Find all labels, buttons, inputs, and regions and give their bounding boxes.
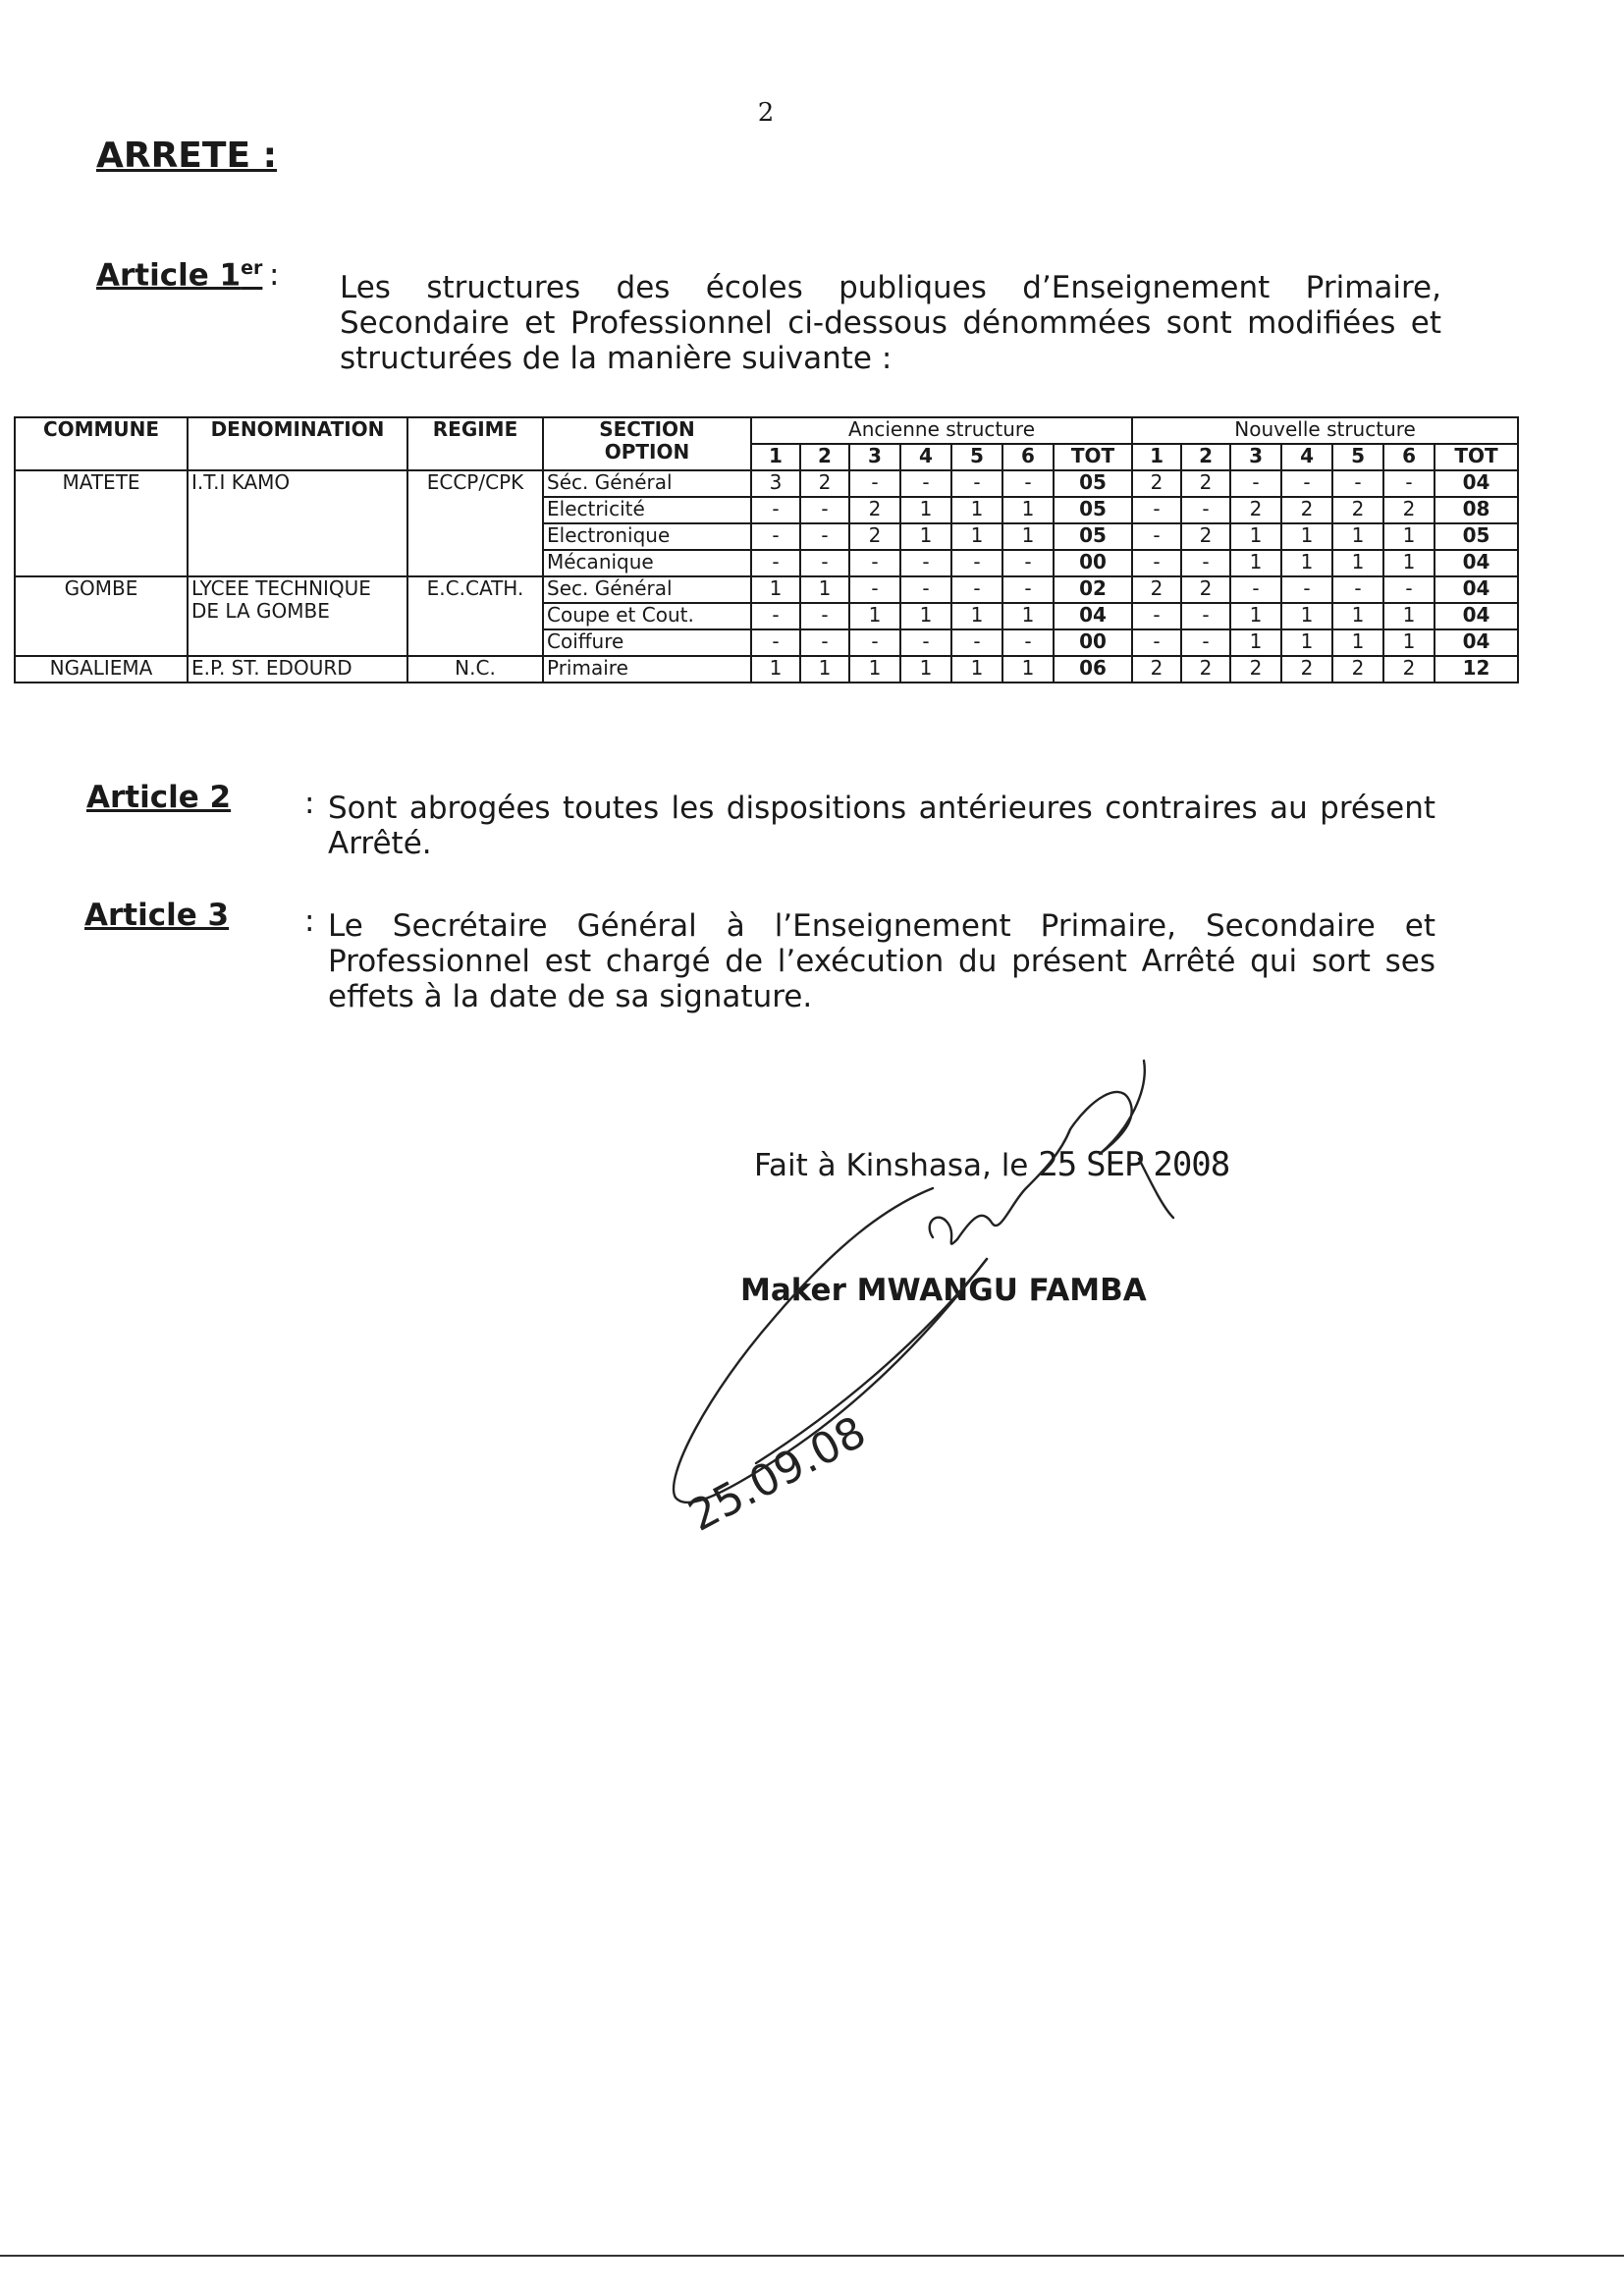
decree-heading: ARRETE : [96, 136, 277, 176]
cell-old-3: - [849, 629, 900, 656]
cell-old-5: - [951, 629, 1002, 656]
cell-new-1: - [1132, 497, 1181, 523]
cell-new-1: 2 [1132, 576, 1181, 603]
cell-section: Mécanique [543, 550, 751, 576]
cell-new-1: - [1132, 629, 1181, 656]
old-class-6: 6 [1002, 444, 1054, 470]
cell-new-3: - [1230, 576, 1281, 603]
cell-old-6: 1 [1002, 656, 1054, 683]
article-1-colon: : [269, 257, 280, 293]
cell-old-3: 1 [849, 603, 900, 629]
cell-new-3: 2 [1230, 656, 1281, 683]
article-2-text: Sont abrogées toutes les dispositions antérieures contraires au présent Arrêté. [328, 791, 1435, 861]
cell-old-1: - [751, 523, 800, 550]
cell-denomination: E.P. ST. EDOURD [188, 656, 407, 683]
article-1-label [96, 257, 262, 293]
cell-new-3: 1 [1230, 523, 1281, 550]
cell-old-5: 1 [951, 523, 1002, 550]
new-class-2: 2 [1181, 444, 1230, 470]
cell-old-2: 1 [800, 656, 849, 683]
cell-old-2: - [800, 629, 849, 656]
cell-denomination: I.T.I KAMO [188, 470, 407, 576]
header-section [543, 417, 751, 470]
cell-old-3: - [849, 550, 900, 576]
new-class-4: 4 [1281, 444, 1332, 470]
cell-old-3: 2 [849, 523, 900, 550]
article-3-label: Article 3 [84, 898, 230, 933]
cell-new-1: - [1132, 603, 1181, 629]
article-2-colon: : [304, 786, 315, 821]
cell-old-6: 1 [1002, 603, 1054, 629]
date-day: 25 [1038, 1145, 1077, 1184]
cell-old-3: 2 [849, 497, 900, 523]
cell-old-5: 1 [951, 656, 1002, 683]
cell-old-1: 1 [751, 656, 800, 683]
cell-old-1: - [751, 550, 800, 576]
cell-old-2: - [800, 603, 849, 629]
cell-new-4: 1 [1281, 629, 1332, 656]
cell-section: Electronique [543, 523, 751, 550]
old-class-5: 5 [951, 444, 1002, 470]
cell-old-1: 1 [751, 576, 800, 603]
header-section-line1: SECTION [599, 417, 695, 441]
cell-new-4: 2 [1281, 656, 1332, 683]
cell-new-6: - [1383, 470, 1435, 497]
cell-new-2: - [1181, 629, 1230, 656]
signature-flourish [1070, 1061, 1145, 1154]
cell-old-tot: 05 [1054, 470, 1132, 497]
cell-old-4: 1 [900, 497, 951, 523]
cell-old-1: - [751, 629, 800, 656]
cell-old-tot: 05 [1054, 523, 1132, 550]
cell-new-6: - [1383, 576, 1435, 603]
header-new-structure: Nouvelle structure [1132, 417, 1518, 444]
cell-old-5: 1 [951, 603, 1002, 629]
cell-old-2: - [800, 550, 849, 576]
cell-new-6: 1 [1383, 523, 1435, 550]
cell-new-4: - [1281, 576, 1332, 603]
cell-new-tot: 08 [1435, 497, 1518, 523]
cell-old-1: - [751, 603, 800, 629]
cell-old-tot: 00 [1054, 629, 1132, 656]
cell-new-5: 1 [1332, 550, 1383, 576]
page-number: 2 [757, 98, 775, 128]
cell-old-3: - [849, 576, 900, 603]
cell-old-4: 1 [900, 523, 951, 550]
cell-new-tot: 04 [1435, 603, 1518, 629]
cell-regime: ECCP/CPK [407, 470, 543, 576]
cell-new-1: 2 [1132, 470, 1181, 497]
cell-new-1: - [1132, 550, 1181, 576]
cell-old-2: - [800, 523, 849, 550]
cell-new-4: 1 [1281, 550, 1332, 576]
article-2-label: Article 2 [86, 780, 232, 815]
cell-new-3: 1 [1230, 603, 1281, 629]
cell-commune: GOMBE [15, 576, 188, 656]
cell-new-tot: 12 [1435, 656, 1518, 683]
place-and-date [754, 1145, 1229, 1184]
signature-main-stroke [674, 1188, 987, 1502]
cell-old-tot: 06 [1054, 656, 1132, 683]
cell-regime: E.C.CATH. [407, 576, 543, 656]
cell-new-3: - [1230, 470, 1281, 497]
cell-new-2: 2 [1181, 576, 1230, 603]
cell-new-5: 1 [1332, 629, 1383, 656]
cell-new-4: 1 [1281, 603, 1332, 629]
cell-section: Primaire [543, 656, 751, 683]
table-row [15, 470, 1518, 497]
cell-old-2: - [800, 497, 849, 523]
new-class-3: 3 [1230, 444, 1281, 470]
signatory-name: Maker MWANGU FAMBA [740, 1273, 1147, 1308]
date-month: SEP [1086, 1145, 1144, 1184]
new-class-1: 1 [1132, 444, 1181, 470]
cell-new-3: 2 [1230, 497, 1281, 523]
cell-commune: MATETE [15, 470, 188, 576]
handwritten-date-text: 25.09.08 [680, 1406, 875, 1542]
header-section-line2: OPTION [604, 440, 690, 464]
cell-old-5: - [951, 576, 1002, 603]
cell-new-tot: 04 [1435, 576, 1518, 603]
cell-new-5: 1 [1332, 603, 1383, 629]
cell-new-4: 1 [1281, 523, 1332, 550]
cell-regime: N.C. [407, 656, 543, 683]
cell-new-5: 2 [1332, 497, 1383, 523]
cell-old-2: 2 [800, 470, 849, 497]
cell-old-tot: 04 [1054, 603, 1132, 629]
cell-old-3: 1 [849, 656, 900, 683]
cell-new-5: 2 [1332, 656, 1383, 683]
cell-denomination: LYCEE TECHNIQUE DE LA GOMBE [188, 576, 407, 656]
header-regime: REGIME [407, 417, 543, 470]
new-class-5: 5 [1332, 444, 1383, 470]
cell-new-3: 1 [1230, 550, 1281, 576]
cell-new-2: - [1181, 603, 1230, 629]
cell-old-4: - [900, 550, 951, 576]
cell-new-4: 2 [1281, 497, 1332, 523]
cell-new-2: - [1181, 550, 1230, 576]
cell-old-4: - [900, 470, 951, 497]
cell-new-5: - [1332, 576, 1383, 603]
table-header-row [15, 417, 1518, 444]
header-denomination: DENOMINATION [188, 417, 407, 470]
cell-new-1: - [1132, 523, 1181, 550]
old-class-4: 4 [900, 444, 951, 470]
table-row [15, 576, 1518, 603]
cell-old-4: 1 [900, 603, 951, 629]
cell-old-6: 1 [1002, 523, 1054, 550]
cell-new-2: 2 [1181, 656, 1230, 683]
cell-new-tot: 05 [1435, 523, 1518, 550]
cell-old-6: - [1002, 576, 1054, 603]
cell-old-tot: 05 [1054, 497, 1132, 523]
cell-new-5: 1 [1332, 523, 1383, 550]
cell-old-4: - [900, 576, 951, 603]
cell-new-6: 2 [1383, 656, 1435, 683]
article-1-text: Les structures des écoles publiques d’Enseignement Primaire, Secondaire et Professionnel ci-dessous dénommées sont modifiées et structurées de la manière suivante : [340, 270, 1441, 376]
cell-new-1: 2 [1132, 656, 1181, 683]
cell-section: Coupe et Cout. [543, 603, 751, 629]
cell-new-2: - [1181, 497, 1230, 523]
cell-commune: NGALIEMA [15, 656, 188, 683]
cell-new-tot: 04 [1435, 470, 1518, 497]
cell-old-4: 1 [900, 656, 951, 683]
cell-section: Sec. Général [543, 576, 751, 603]
place-prefix: Fait à Kinshasa, le [754, 1148, 1029, 1183]
cell-new-6: 1 [1383, 550, 1435, 576]
bottom-rule [0, 2255, 1624, 2257]
cell-new-5: - [1332, 470, 1383, 497]
article-3-text: Le Secrétaire Général à l’Enseignement Primaire, Secondaire et Professionnel est chargé de l’exécution du présent Arrêté qui sort ses effets à la date de sa signature. [328, 908, 1435, 1014]
article-1-label-sup: er [241, 257, 263, 279]
cell-old-tot: 02 [1054, 576, 1132, 603]
cell-new-6: 2 [1383, 497, 1435, 523]
cell-old-6: - [1002, 550, 1054, 576]
old-class-1: 1 [751, 444, 800, 470]
cell-old-4: - [900, 629, 951, 656]
cell-new-3: 1 [1230, 629, 1281, 656]
cell-old-1: 3 [751, 470, 800, 497]
header-old-structure: Ancienne structure [751, 417, 1132, 444]
cell-old-6: 1 [1002, 497, 1054, 523]
cell-section: Electricité [543, 497, 751, 523]
header-commune: COMMUNE [15, 417, 188, 470]
new-class-6: 6 [1383, 444, 1435, 470]
cell-old-5: - [951, 470, 1002, 497]
cell-new-tot: 04 [1435, 629, 1518, 656]
cell-new-tot: 04 [1435, 550, 1518, 576]
cell-new-2: 2 [1181, 470, 1230, 497]
cell-old-2: 1 [800, 576, 849, 603]
cell-old-5: - [951, 550, 1002, 576]
cell-new-2: 2 [1181, 523, 1230, 550]
cell-section: Séc. Général [543, 470, 751, 497]
table-body [15, 470, 1518, 683]
old-class-tot: TOT [1054, 444, 1132, 470]
cell-new-6: 1 [1383, 629, 1435, 656]
cell-old-tot: 00 [1054, 550, 1132, 576]
cell-new-6: 1 [1383, 603, 1435, 629]
cell-old-1: - [751, 497, 800, 523]
article-3-colon: : [304, 903, 315, 939]
article-1-label-text: Article 1 [96, 257, 242, 294]
cell-old-6: - [1002, 470, 1054, 497]
old-class-2: 2 [800, 444, 849, 470]
new-class-tot: TOT [1435, 444, 1518, 470]
cell-old-3: - [849, 470, 900, 497]
old-class-3: 3 [849, 444, 900, 470]
cell-new-4: - [1281, 470, 1332, 497]
cell-old-5: 1 [951, 497, 1002, 523]
school-structure-table [14, 416, 1519, 683]
cell-section: Coiffure [543, 629, 751, 656]
date-year: 2008 [1153, 1145, 1230, 1184]
cell-old-6: - [1002, 629, 1054, 656]
table-row [15, 656, 1518, 683]
